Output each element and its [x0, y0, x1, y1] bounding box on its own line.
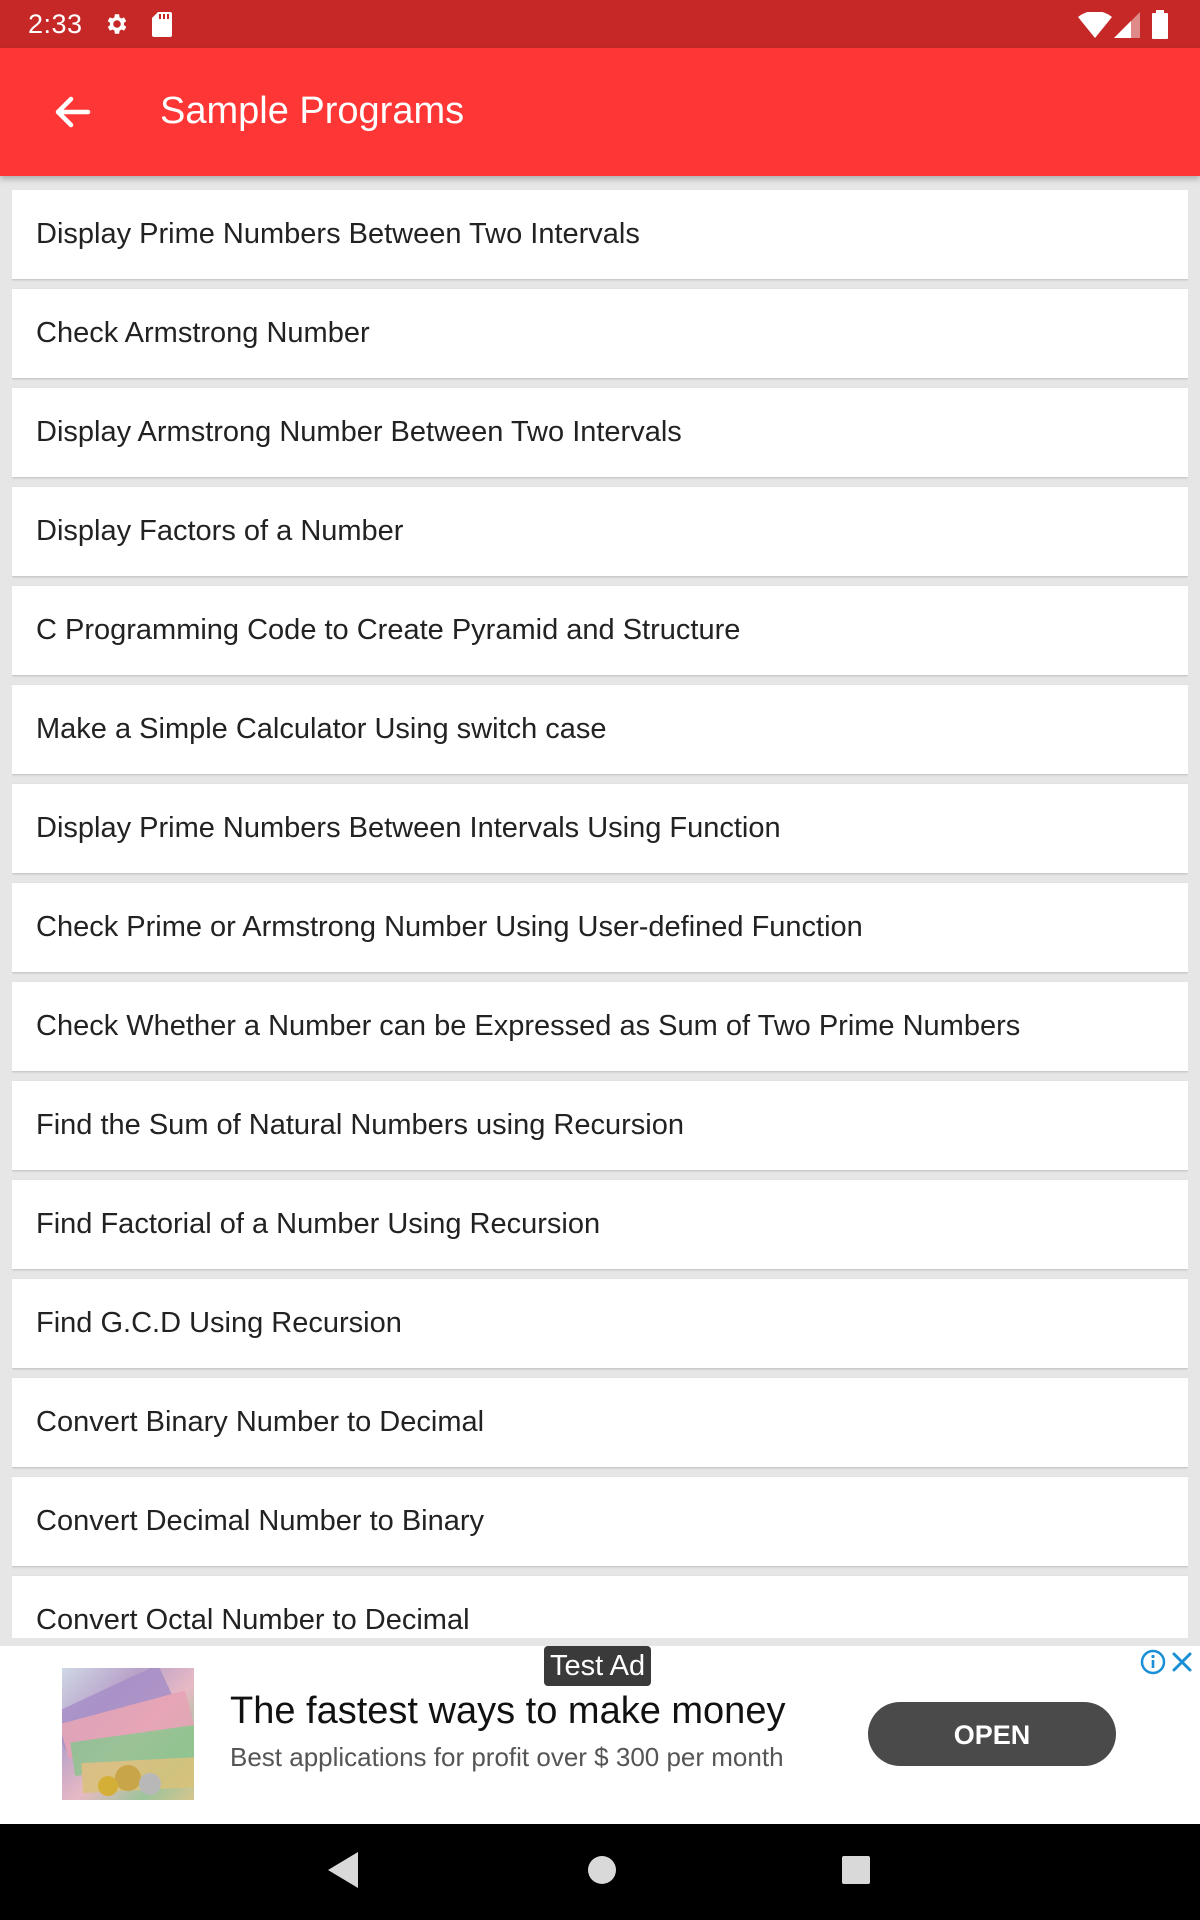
- list-item[interactable]: [12, 289, 1188, 378]
- nav-recents-icon[interactable]: [840, 1854, 872, 1886]
- sd-card-icon: [152, 12, 172, 37]
- status-bar: [0, 0, 1200, 48]
- list-item-label: Display Prime Numbers Between Two Intervals: [36, 218, 640, 250]
- status-time: 2:33: [28, 9, 83, 39]
- nav-back-icon[interactable]: [326, 1850, 360, 1890]
- app-bar: [0, 48, 1200, 176]
- list-item[interactable]: [12, 388, 1188, 477]
- list-item-label: Check Prime or Armstrong Number Using User-defined Function: [36, 911, 863, 943]
- gear-icon: [104, 11, 130, 37]
- ad-subline: Best applications for profit over $ 300 per month: [230, 1742, 784, 1772]
- list-item[interactable]: [12, 487, 1188, 576]
- list-item[interactable]: [12, 1081, 1188, 1170]
- close-icon[interactable]: [1170, 1650, 1194, 1674]
- test-ad-badge: Test Ad: [544, 1646, 651, 1686]
- list-item-label: C Programming Code to Create Pyramid and Structure: [36, 614, 741, 646]
- list-item-label: Make a Simple Calculator Using switch case: [36, 713, 607, 745]
- page-title: Sample Programs: [160, 90, 465, 132]
- program-list[interactable]: [12, 190, 1188, 1638]
- arrow-back-icon[interactable]: [44, 88, 100, 136]
- info-icon[interactable]: [1140, 1649, 1166, 1675]
- list-item[interactable]: [12, 1180, 1188, 1269]
- navigation-bar: [0, 1824, 1200, 1920]
- wifi-icon: [1078, 12, 1112, 38]
- list-item[interactable]: [12, 1378, 1188, 1467]
- list-item[interactable]: [12, 685, 1188, 774]
- ad-banner[interactable]: [0, 1646, 1200, 1824]
- list-item-label: Find G.C.D Using Recursion: [36, 1307, 402, 1339]
- list-item[interactable]: [12, 1477, 1188, 1566]
- list-item[interactable]: [12, 982, 1188, 1071]
- money-banknotes-image[interactable]: [62, 1668, 194, 1800]
- list-item-label: Convert Octal Number to Decimal: [36, 1604, 470, 1636]
- open-button[interactable]: OPEN: [868, 1702, 1116, 1766]
- list-item[interactable]: [12, 883, 1188, 972]
- nav-home-icon[interactable]: [586, 1854, 618, 1886]
- list-item[interactable]: [12, 1279, 1188, 1368]
- ad-headline[interactable]: The fastest ways to make money: [230, 1690, 786, 1732]
- list-item[interactable]: [12, 1576, 1188, 1638]
- list-item-label: Display Factors of a Number: [36, 515, 404, 547]
- list-item-label: Check Whether a Number can be Expressed as Sum of Two Prime Numbers: [36, 1010, 1021, 1042]
- list-item-label: Find Factorial of a Number Using Recursion: [36, 1208, 601, 1240]
- list-item-label: Convert Decimal Number to Binary: [36, 1505, 485, 1537]
- list-item-label: Check Armstrong Number: [36, 317, 370, 349]
- list-item-label: Find the Sum of Natural Numbers using Recursion: [36, 1109, 684, 1141]
- list-item-label: Convert Binary Number to Decimal: [36, 1406, 485, 1438]
- banknotes-graphic: [62, 1668, 194, 1800]
- list-item-label: Display Prime Numbers Between Intervals Using Function: [36, 812, 781, 844]
- battery-icon: [1152, 10, 1168, 39]
- list-item[interactable]: [12, 190, 1188, 279]
- list-item[interactable]: [12, 586, 1188, 675]
- list-item[interactable]: [12, 784, 1188, 873]
- signal-icon: [1114, 12, 1140, 38]
- list-item-label: Display Armstrong Number Between Two Intervals: [36, 416, 682, 448]
